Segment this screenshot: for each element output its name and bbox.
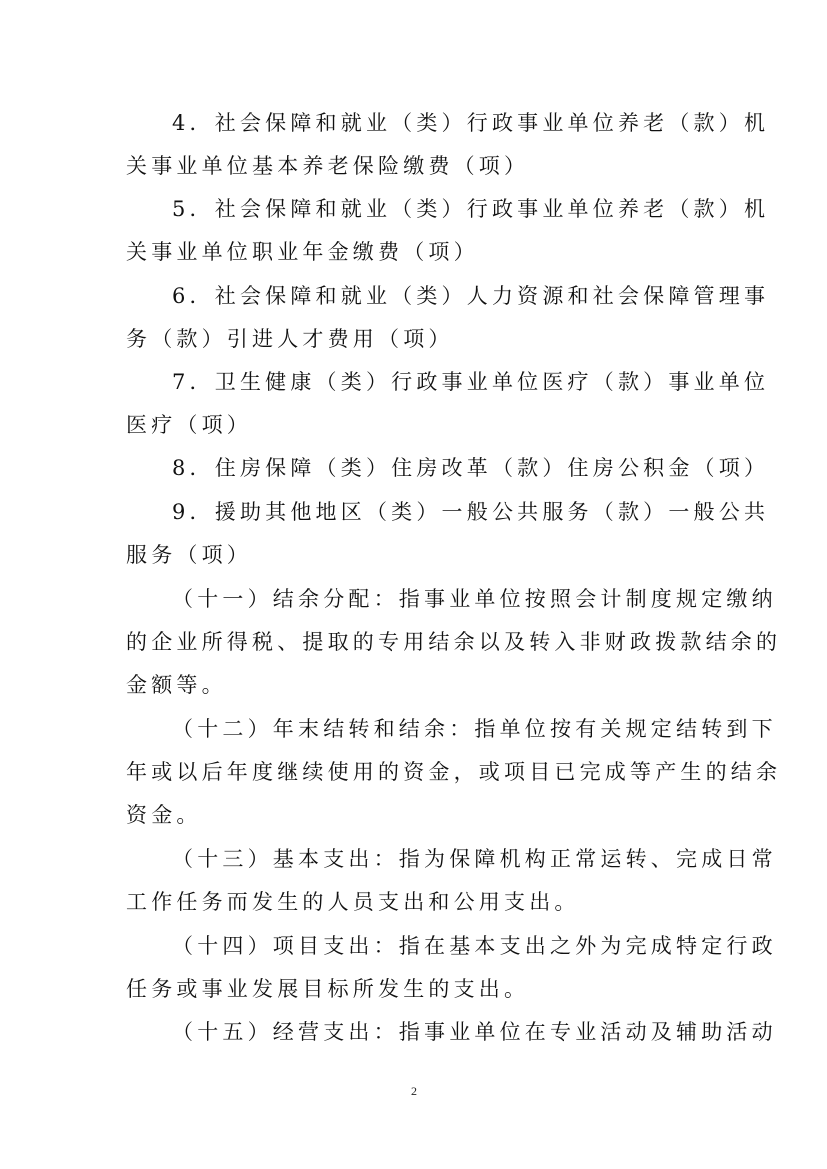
paragraph-9-line-1: 9．援助其他地区（类）一般公共服务（款）一般公共 — [172, 500, 770, 524]
page-number: 2 — [411, 1084, 417, 1098]
paragraph-15-line-1: （十五）经营支出：指事业单位在专业活动及辅助活动 — [172, 1020, 777, 1044]
paragraph-6-line-1: 6．社会保障和就业（类）人力资源和社会保障管理事 — [172, 284, 770, 308]
paragraph-5-line-1: 5．社会保障和就业（类）行政事业单位养老（款）机 — [172, 197, 770, 221]
paragraph-11-line-3: 金额等。 — [126, 673, 227, 697]
paragraph-4-line-1: 4．社会保障和就业（类）行政事业单位养老（款）机 — [172, 111, 770, 135]
paragraph-5-line-2: 关事业单位职业年金缴费（项） — [126, 240, 479, 264]
paragraph-12-line-3: 资金。 — [126, 803, 202, 827]
paragraph-7-line-2: 医疗（项） — [126, 413, 252, 437]
paragraph-11-line-2: 的企业所得税、提取的专用结余以及转入非财政拨款结余的 — [126, 630, 782, 654]
paragraph-4-line-2: 关事业单位基本养老保险缴费（项） — [126, 154, 530, 178]
paragraph-7-line-1: 7．卫生健康（类）行政事业单位医疗（款）事业单位 — [172, 370, 770, 394]
paragraph-9-line-2: 服务（项） — [126, 543, 252, 567]
paragraph-6-line-2: 务（款）引进人才费用（项） — [126, 327, 454, 351]
paragraph-13-line-2: 工作任务而发生的人员支出和公用支出。 — [126, 890, 580, 914]
paragraph-14-line-1: （十四）项目支出：指在基本支出之外为完成特定行政 — [172, 934, 777, 958]
paragraph-13-line-1: （十三）基本支出：指为保障机构正常运转、完成日常 — [172, 847, 777, 871]
paragraph-12-line-2: 年或以后年度继续使用的资金，或项目已完成等产生的结余 — [126, 760, 782, 784]
paragraph-14-line-2: 任务或事业发展目标所发生的支出。 — [126, 977, 530, 1001]
paragraph-11-line-1: （十一）结余分配：指事业单位按照会计制度规定缴纳 — [172, 587, 777, 611]
paragraph-8-line-1: 8．住房保障（类）住房改革（款）住房公积金（项） — [172, 456, 770, 480]
paragraph-12-line-1: （十二）年末结转和结余：指单位按有关规定结转到下 — [172, 717, 777, 741]
